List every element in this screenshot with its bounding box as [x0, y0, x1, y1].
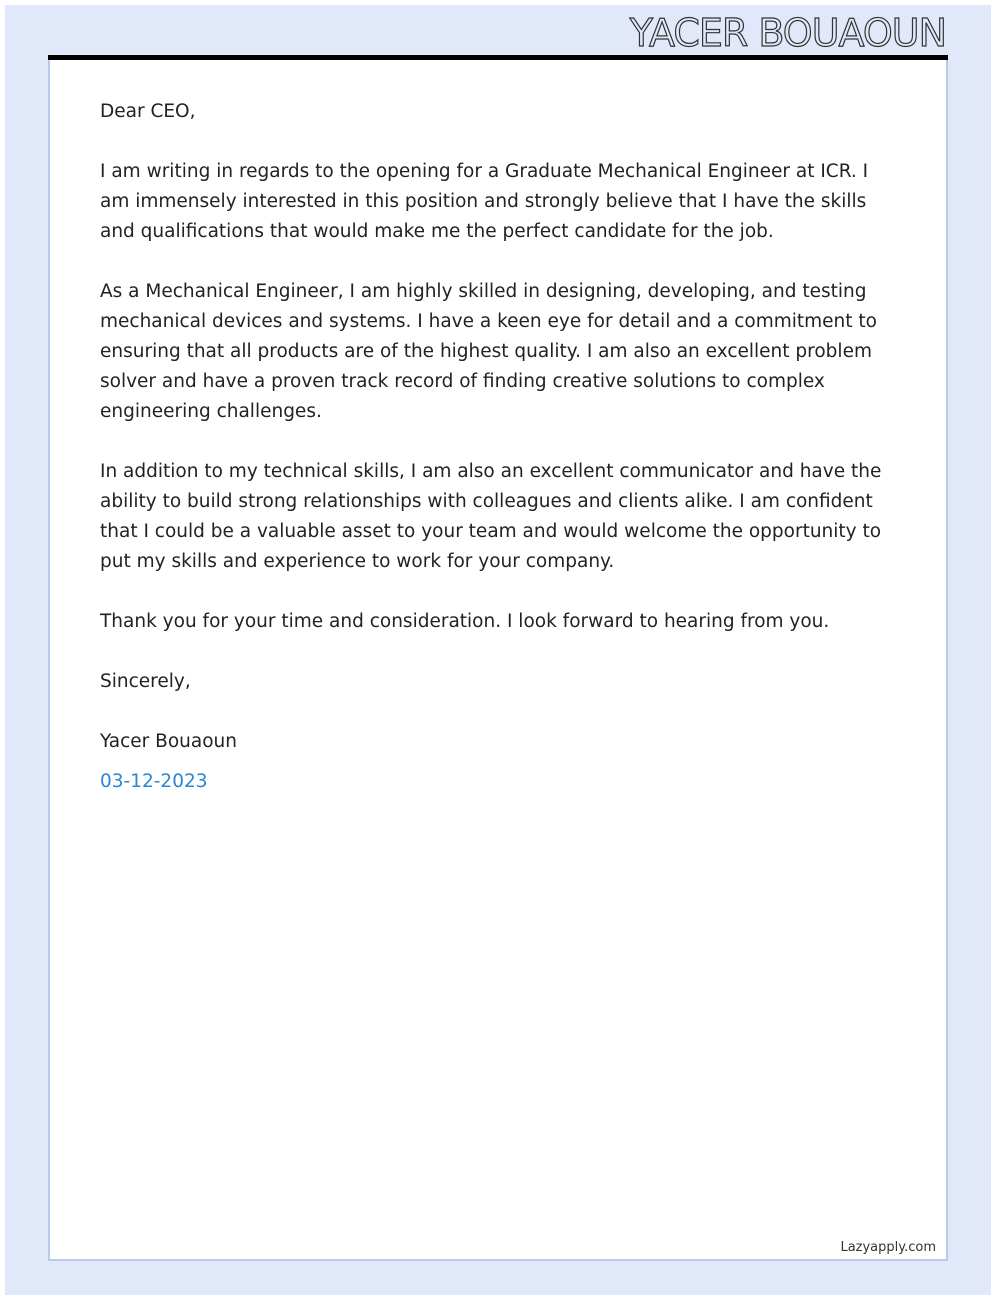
- footer-brand[interactable]: Lazyapply.com: [840, 1240, 936, 1255]
- applicant-name-header: YACER BOUAOUN: [629, 11, 946, 55]
- letter-body: [100, 97, 900, 797]
- letter-date: 03-12-2023: [100, 771, 208, 792]
- paragraph-intro: I am writing in regards to the opening for a Graduate Mechanical Engineer at ICR. I am immensely interested in this position and strongly believe that I have the skills and qualifications that would make me the perfect candidate for the job.: [100, 161, 869, 242]
- paragraph-communication: In addition to my technical skills, I am also an excellent communicator and have the ability to build strong relationships with colleagues and clients alike. I am confident that I could be a valuable asset to your team and would welcome the opportunity to put my skills and experience to work for your company.: [100, 461, 882, 572]
- letter-page: [48, 60, 948, 1261]
- closing: Sincerely,: [100, 671, 191, 692]
- signature-name: Yacer Bouaoun: [100, 731, 237, 752]
- salutation: Dear CEO,: [100, 101, 196, 122]
- paragraph-thanks: Thank you for your time and consideration. I look forward to hearing from you.: [100, 611, 830, 632]
- paragraph-skills: As a Mechanical Engineer, I am highly skilled in designing, developing, and testing mechanical devices and systems. I have a keen eye for detail and a commitment to ensuring that all products are of the highest quality. I am also an excellent problem solver and have a proven track record of finding creative solutions to complex engineering challenges.: [100, 281, 877, 422]
